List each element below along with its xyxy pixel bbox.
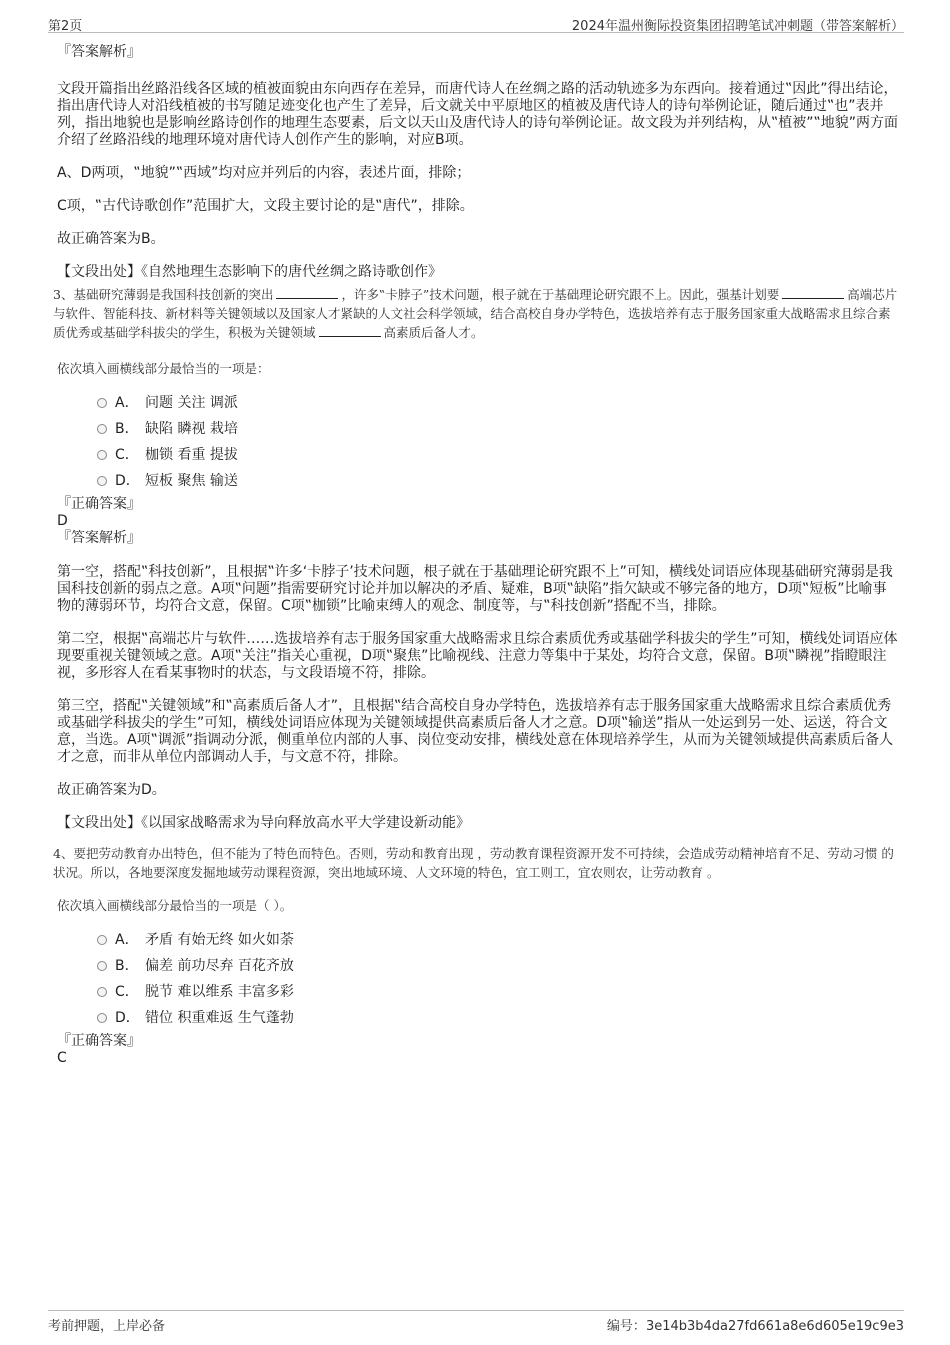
radio-icon[interactable] — [97, 935, 107, 945]
q4-correct-answer: C — [57, 1050, 67, 1066]
radio-icon[interactable] — [97, 450, 107, 460]
q2-analysis-paragraph: C项，‟古代诗歌创作”范围扩大，文段主要讨论的是‟唐代”，排除。 — [57, 198, 474, 214]
q3-correct-label: 『正确答案』 — [57, 496, 141, 512]
q4-prompt: 依次填入画横线部分最恰当的一项是（ ）。 — [57, 898, 293, 913]
radio-icon[interactable] — [97, 961, 107, 971]
q3-correct-answer: D — [57, 513, 68, 529]
q3-options — [57, 392, 898, 496]
fill-blank — [276, 287, 338, 299]
q3-option-b[interactable]: B． 缺陷 瞵视 栽培 — [57, 418, 898, 444]
radio-icon[interactable] — [97, 476, 107, 486]
q3-source: 【文段出处】《以国家战略需求为导向释放高水平大学建设新动能》 — [57, 815, 470, 831]
radio-icon[interactable] — [97, 398, 107, 408]
radio-icon[interactable] — [97, 424, 107, 434]
page-footer — [48, 1310, 904, 1334]
page-header — [48, 12, 904, 33]
page-content — [53, 44, 899, 1067]
q2-analysis-paragraph: A、D两项，‟地貌”‟西域”均对应并列后的内容，表述片面，排除； — [57, 165, 471, 181]
q2-source: 【文段出处】《自然地理生态影响下的唐代丝绸之路诗歌创作》 — [57, 264, 442, 280]
q4-option-a[interactable]: A． 矛盾 有始无终 如火如荼 — [57, 929, 898, 955]
q3-analysis-paragraph: 第一空，搭配‟科技创新”，且根据‟许多‘卡脖子’技术问题，根子就在于基础理论研究跟不上”可知，横线处词语应体现基础研究薄弱是我国科技创新的弱点之意。A项‟问题”指需要研究讨论并加以解决的矛盾、疑难，B项‟缺陷”指欠缺或不够完备的地方，D项‟短板”比喻事物的薄弱环节，均符合文意，保留。C项‟枷锁”比喻束缚人的观念、制度等，与‟科技创新”搭配不当，排除。 — [57, 564, 893, 614]
q4-stem: 4、要把劳动教育办出特色，但不能为了特色而特色。否则，劳动和教育出现 ，劳动教育课程资源开发不可持续，会造成劳动精神培育不足、劳动习惯 的状况。所以，各地要深度发掘地域劳动课程资源，突出地域环境、人文环境的特色，宜工则工，宜农则农，让劳动教育 。 — [53, 846, 894, 880]
page-number: 第2页 — [48, 19, 83, 34]
fill-blank — [782, 287, 844, 299]
footer-slogan: 考前押题，上岸必备 — [48, 1319, 166, 1334]
radio-icon[interactable] — [97, 987, 107, 997]
q4-correct-label: 『正确答案』 — [57, 1033, 141, 1049]
q3-analysis-paragraph: 第三空，搭配‟关键领域”和‟高素质后备人才”，且根据‟结合高校自身办学特色，选拔培养有志于服务国家重大战略需求且综合素质优秀或基础学科拔尖的学生”可知，横线处词语应体现为关键领域提供高素质后备人才之意。D项‟输送”指从一处运到另一处、运送，符合文意，当选。A项‟调派”指调动分派，侧重单位内部的人事、岗位变动安排，横线处意在体现培养学生，从而为关键领域提供高素质后备人才之意，而非从单位内部调动人手，与文意不符，排除。 — [57, 698, 894, 765]
q2-analysis-paragraph: 文段开篇指出丝路沿线各区域的植被面貌由东向西存在差异，而唐代诗人在丝绸之路的活动轨迹多为东西向。接着通过‟因此”得出结论，指出唐代诗人对沿线植被的书写随足迹变化也产生了差异，后文就关中平原地区的植被及唐代诗人的诗句举例论证，随后通过‟也”表并列，指出地貌也是影响丝路诗创作的地理生态要素，后文以天山及唐代诗人的诗句举例论证。故文段为并列结构，从‟植被”‟地貌”两方面介绍了丝路沿线的地理环境对唐代诗人创作产生的影响，对应B项。 — [57, 81, 899, 148]
q4-option-c[interactable]: C． 脱节 难以维系 丰富多彩 — [57, 981, 898, 1007]
footer-serial: 编号：3e14b3b4da27fd661a8e6d605e19c9e3 — [606, 1319, 904, 1334]
fill-blank — [319, 325, 381, 337]
q4-option-d[interactable]: D． 错位 积重难返 生气蓬勃 — [57, 1007, 898, 1033]
q3-prompt: 依次填入画横线部分最恰当的一项是： — [57, 361, 270, 376]
q3-conclusion: 故正确答案为D。 — [57, 782, 166, 798]
q3-analysis-paragraph: 第二空，根据‟高端芯片与软件……选拔培养有志于服务国家重大战略需求且综合素质优秀或基础学科拔尖的学生”可知，横线处词语应体现要重视关键领域之意。A项‟关注”指关心重视，D项‟聚焦”比喻视线、注意力等集中于某处，均符合文意，保留。B项‟瞵视”指瞪眼注视，多形容人在看某事物时的状态，与文段语境不符，排除。 — [57, 631, 898, 681]
document-title: 2024年温州衡际投资集团招聘笔试冲刺题（带答案解析） — [571, 19, 904, 34]
q3-stem: 3、基础研究薄弱是我国科技创新的突出 ，许多‟卡脖子”技术问题，根子就在于基础理论研究跟不上。因此，强基计划要 高端芯片与软件、智能科技、新材料等关键领域以及国家人才紧缺的人文社会科学领域，结合高校自身办学特色，选拔培养有志于服务国家重大战略需求且综合素质优秀或基础学科拔尖的学生，积极为关键领域 高素质后备人才。 — [53, 287, 898, 340]
q3-option-d[interactable]: D． 短板 聚焦 输送 — [57, 470, 898, 496]
q4-option-b[interactable]: B． 偏差 前功尽弃 百花齐放 — [57, 955, 898, 981]
q4-options — [57, 929, 898, 1033]
q2-analysis-label: 『答案解析』 — [57, 44, 141, 60]
q2-conclusion: 故正确答案为B。 — [57, 231, 165, 247]
radio-icon[interactable] — [97, 1013, 107, 1023]
q3-analysis-label: 『答案解析』 — [57, 530, 141, 546]
q3-option-a[interactable]: A． 问题 关注 调派 — [57, 392, 898, 418]
q3-option-c[interactable]: C． 枷锁 看重 提拔 — [57, 444, 898, 470]
